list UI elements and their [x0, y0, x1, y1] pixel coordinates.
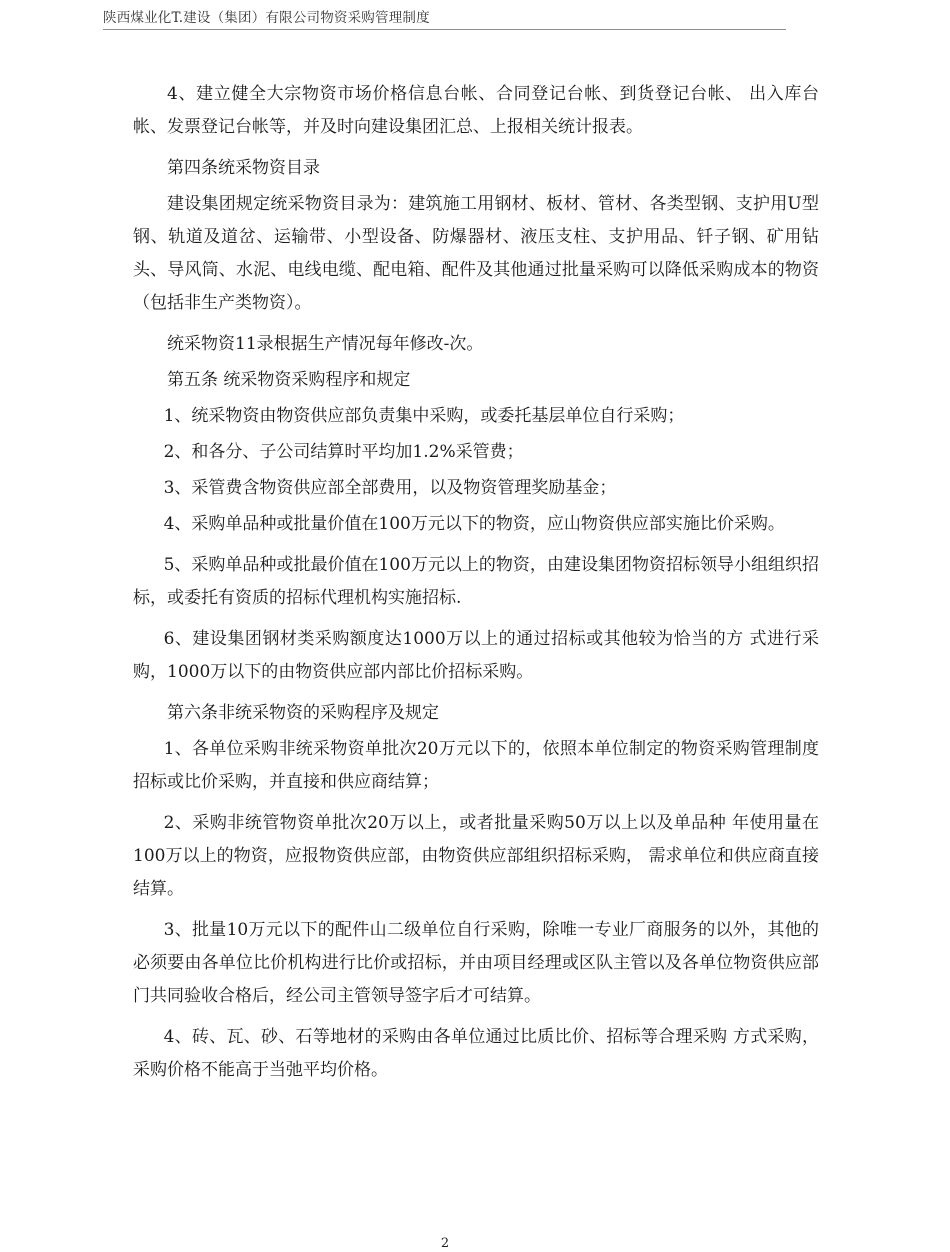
page-number: 2: [440, 1236, 450, 1251]
paragraph-article-5-item-3: 3、采管费含物资供应部全部费用，以及物资管理奖励基金；: [163, 478, 617, 498]
page-header: [103, 6, 786, 30]
paragraph-article-5-item-2: 2、和各分、子公司结算时平均加1.2%采管费；: [163, 442, 524, 462]
paragraph-article-6-item-2: 2、采购非统管物资单批次20万以上，或者批量采购50万以上以及单品种 年使用量在100万以上的物资，应报物资供应部，由物资供应部组织招标采购， 需求单位和供应商直接结算。: [133, 813, 819, 899]
section-heading-article-6: 第六条非统采物资的采购程序及规定: [167, 703, 439, 723]
section-heading-article-4: 第四条统采物资目录: [167, 158, 320, 178]
section-heading-article-5: 第五条 统采物资采购程序和规定: [167, 370, 411, 390]
paragraph-item-4-ledgers: 4、建立健全大宗物资市场价格信息台帐、合同登记台帐、到货登记台帐、 出入库台帐、发票登记台帐等，并及时向建设集团汇总、上报相关统计报表。: [133, 84, 819, 137]
paragraph-article-5-item-1: 1、统采物资由物资供应部负责集中采购，或委托基层单位自行采购；: [163, 406, 685, 426]
document-body: [133, 78, 819, 1095]
paragraph-article-6-item-4: 4、砖、瓦、砂、石等地材的采购由各单位通过比质比价、招标等合理采购 方式采购，采购价格不能高于当弛平均价格。: [133, 1027, 819, 1080]
paragraph-article-6-item-3: 3、批量10万元以下的配件山二级单位自行采购，除唯一专业厂商服务的以外，其他的必须要由各单位比价机构进行比价或招标，并由项目经理或区队主管以及各单位物资供应部门共同验收合格后，经公司主管领导签字后才可结算。: [133, 920, 819, 1006]
paragraph-article-5-item-5: 5、采购单品种或批最价值在100万元以上的物资，由建设集团物资招标领导小组组织招标，或委托有资质的招标代理机构实施招标.: [133, 555, 819, 608]
document-title: 陕西煤业化T.建设（集团）有限公司物资采购管理制度: [103, 10, 430, 26]
paragraph-article-5-item-6: 6、建设集团钢材类采购额度达1000万以上的通过招标或其他较为恰当的方 式进行采购，1000万以下的由物资供应部内部比价招标采购。: [133, 629, 819, 682]
paragraph-catalog: 建设集团规定统采物资目录为：建筑施工用钢材、板材、管材、各类型钢、支护用U型钢、轨道及道岔、运输带、小型设备、防爆器材、液压支柱、支护用品、钎子钢、矿用钻头、导风筒、水泥、电线电缆、配电箱、配件及其他通过批量采购可以降低采购成本的物资（包括非生产类物资）。: [133, 194, 819, 313]
paragraph-article-5-item-4: 4、采购单品种或批量价值在100万元以下的物资，应山物资供应部实施比价采购。: [163, 514, 785, 534]
paragraph-article-6-item-1: 1、各单位采购非统采物资单批次20万元以下的，依照本单位制定的物资采购管理制度招标或比价采购，并直接和供应商结算；: [133, 739, 819, 792]
paragraph-catalog-revision: 统采物资11录根据生产情况每年修改-次。: [167, 334, 484, 354]
